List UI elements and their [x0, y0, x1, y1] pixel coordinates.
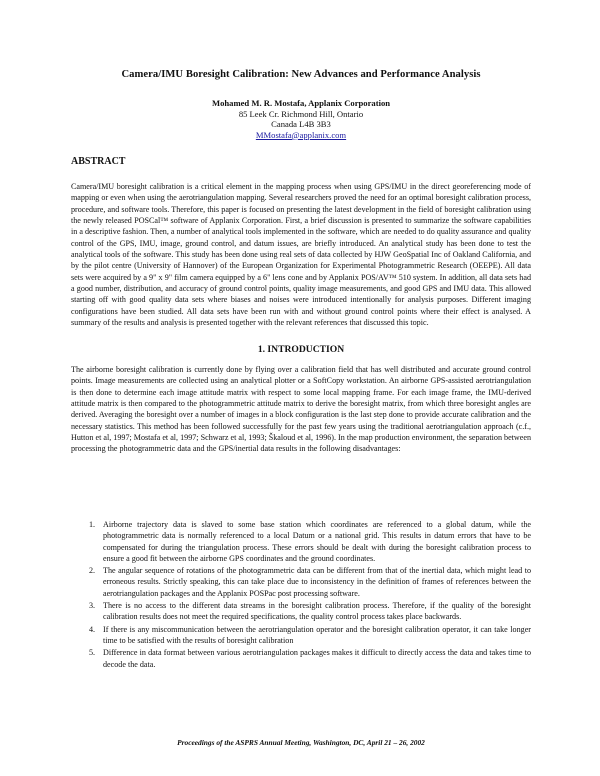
list-item-text: Difference in data format between various aerotriangulation packages makes it difficult to directly access the data and takes time to decode the data. — [103, 648, 531, 669]
list-item-text: If there is any miscommunication between the aerotriangulation operator and the boresight calibration operator, it can take longer time to be satisfied with the results of boresight calibration — [103, 624, 531, 645]
list-item-text: Airborne trajectory data is slaved to some base station which coordinates are referenced to a global datum, while the photogrammetric data is normally referenced to a local Datum or a national grid. This results in datum errors that have to be compensated for during the triangulation process. These errors should be dealt with during the boresight calibration process to ensure a good fit between the airborne GPS coordinates and the ground coordinates. — [103, 520, 531, 563]
page-footer: Proceedings of the ASPRS Annual Meeting, Washington, DC, April 21 – 26, 2002 — [177, 738, 425, 747]
abstract-text: Camera/IMU boresight calibration is a critical element in the mapping process when using GPS/IMU in the direct georeferencing mode of mapping or even when using the aerotriangulation mapping. Several researchers proved the need for an optimal boresight calibration process, procedure, and software tools. Therefore, this paper is focused on presenting the latest development in the field of boresight calibration using the newly released POSCal™ software of Applanix Corporation. First, a brief discussion is presented to summarize the software capabilities in a descriptive fashion. Then, a number of analytical tools implemented in the software, which are needed to do quality assurance and quality control of the GPS, IMU, image, ground control, and datum issues, are briefly introduced. An analytical study has been done to test the analytical tools of the software. This study has been done using real sets of data collected by HJW GeoSpatial Inc of Oakland California, and by the pilot centre (University of Hannover) of the European Organization for Experimental Photogrammetric Research (OEEPE). All data sets were acquired by a 9" x 9" film camera equipped by a 6" lens cone and by Applanix POS/AV™ 510 system. In addition, all data sets had a good number, distribution, and accuracy of ground control points, quality image measurements, and good GPS and IMU data. This allowed starting off with good quality data sets where biases and noises were introduced intentionally for analysis purposes. Different imaging configurations have been studied. All data sets have been run with and without ground control points where their effect is analysed. A summary of the results and analysis is presented together with the relevant references that discussed this topic. — [71, 182, 531, 328]
list-item-text: The angular sequence of rotations of the photogrammetric data can be different from that of the inertial data, which might lead to erroneous results. Strictly speaking, this can take place due to inconsistency in the definition of frames of references between the aerotriangulation packages and the Applanix POSPac post processing software. — [103, 566, 531, 598]
author-block — [71, 98, 531, 140]
list-item — [71, 565, 531, 599]
list-item-number: 5. — [89, 648, 96, 658]
list-item — [71, 624, 531, 647]
author-email-link[interactable]: MMostafa@applanix.com — [255, 129, 347, 140]
author-address-line1: 85 Leek Cr. Richmond Hill, Ontario — [238, 108, 364, 119]
paper-title: Camera/IMU Boresight Calibration: New Advances and Performance Analysis — [121, 69, 481, 80]
list-item — [71, 519, 531, 564]
list-item-number: 3. — [89, 601, 96, 611]
list-item — [71, 647, 531, 670]
abstract-heading: ABSTRACT — [71, 156, 126, 167]
disadvantages-list — [71, 519, 531, 671]
list-item — [71, 600, 531, 623]
list-item-number: 1. — [89, 520, 96, 529]
list-item-number: 4. — [89, 624, 96, 634]
list-item-number: 2. — [89, 566, 96, 576]
author-address-line2: Canada L4B 3B3 — [271, 119, 331, 130]
list-item-text: There is no access to the different data streams in the boresight calibration process. Therefore, if the quality of the boresight calibration results does not meet the required specifications, the quality control process takes place backwards. — [103, 601, 531, 622]
author-name: Mohamed M. R. Mostafa, Applanix Corporation — [211, 98, 391, 108]
introduction-text: The airborne boresight calibration is currently done by flying over a calibration field that has well distributed and accurate ground control points. Image measurements are collected using an analytical plotter or a SoftCopy workstation. An airborne GPS-assisted aerotriangulation is then done to determine each image attitude matrix with respect to some local mapping frame. For each image frame, the IMU-derived attitude matrix is then compared to the photogrammetric attitude matrix to derive the boresight matrix, from which three boresight angles are derived. Averaging the boresight over a number of images in a block configuration is the last step done to provide accurate calibration and the necessary statistics. This method has been followed successfully for the past few years using the traditional aerotriangulation approach (c.f., Hutton et al, 1997; Mostafa et al, 1997; Schwarz et al, 1993; Škaloud et al, 1996). In the map production environment, the separation between processing the photogrammetric data and the GPS/inertial data results in the following disadvantages: — [71, 365, 531, 454]
introduction-heading: 1. INTRODUCTION — [257, 344, 345, 355]
